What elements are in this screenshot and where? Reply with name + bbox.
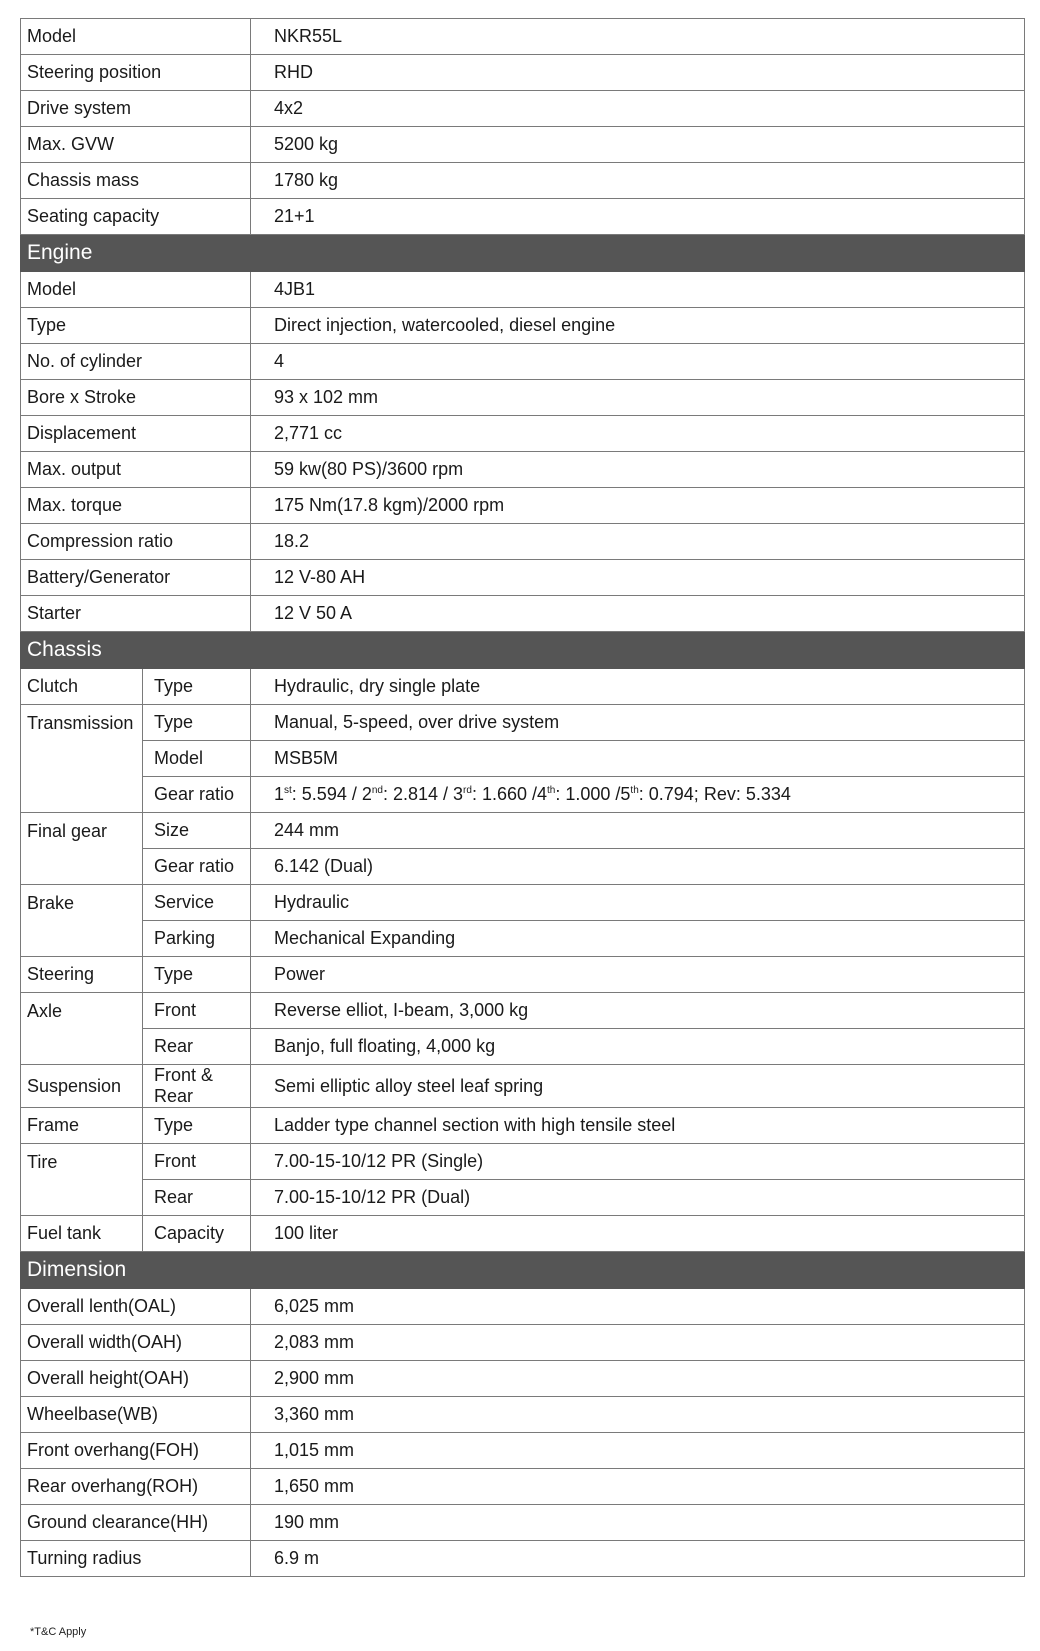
group-label-tire: Tire xyxy=(21,1144,143,1216)
row-value: 12 V 50 A xyxy=(251,596,1025,632)
table-row xyxy=(21,777,1025,813)
row-label: Starter xyxy=(21,596,251,632)
row-value: 7.00-15-10/12 PR (Single) xyxy=(251,1144,1025,1180)
sub-label: Front xyxy=(143,1144,251,1180)
sub-label: Parking xyxy=(143,921,251,957)
section-title: Chassis xyxy=(21,632,1025,669)
footnote: *T&C Apply xyxy=(30,1626,87,1638)
sub-label: Rear xyxy=(143,1029,251,1065)
row-value: 175 Nm(17.8 kgm)/2000 rpm xyxy=(251,488,1025,524)
row-value: Ladder type channel section with high tensile steel xyxy=(251,1108,1025,1144)
table-row xyxy=(21,1505,1025,1541)
row-value: 21+1 xyxy=(251,199,1025,235)
row-value: Hydraulic xyxy=(251,885,1025,921)
table-row xyxy=(21,885,1025,921)
row-value: 7.00-15-10/12 PR (Dual) xyxy=(251,1180,1025,1216)
table-row xyxy=(21,849,1025,885)
row-value: 4JB1 xyxy=(251,272,1025,308)
table-row xyxy=(21,596,1025,632)
table-row xyxy=(21,1325,1025,1361)
sub-label: Capacity xyxy=(143,1216,251,1252)
table-row xyxy=(21,560,1025,596)
row-value: MSB5M xyxy=(251,741,1025,777)
table-row xyxy=(21,163,1025,199)
gear-ratio-value xyxy=(251,777,1025,813)
table-row xyxy=(21,741,1025,777)
row-value: 1780 kg xyxy=(251,163,1025,199)
row-label: Wheelbase(WB) xyxy=(21,1397,251,1433)
group-label-final-gear: Final gear xyxy=(21,813,143,885)
table-row xyxy=(21,272,1025,308)
gear-text: : 2.814 / 3 xyxy=(382,784,464,804)
table-row xyxy=(21,1397,1025,1433)
section-header-chassis xyxy=(21,632,1025,669)
ordinal-suffix: th xyxy=(630,785,639,796)
row-label: Drive system xyxy=(21,91,251,127)
row-value: RHD xyxy=(251,55,1025,91)
row-label: Overall lenth(OAL) xyxy=(21,1289,251,1325)
sub-label: Rear xyxy=(143,1180,251,1216)
table-row xyxy=(21,416,1025,452)
row-label: Rear overhang(ROH) xyxy=(21,1469,251,1505)
section-title: Dimension xyxy=(21,1252,1025,1289)
table-row xyxy=(21,813,1025,849)
row-label: Turning radius xyxy=(21,1541,251,1577)
table-row xyxy=(21,199,1025,235)
row-label: Model xyxy=(21,19,251,55)
row-value: 3,360 mm xyxy=(251,1397,1025,1433)
table-row xyxy=(21,308,1025,344)
gear-text: : 0.794; Rev: 5.334 xyxy=(638,784,791,804)
row-label: Battery/Generator xyxy=(21,560,251,596)
row-label: Ground clearance(HH) xyxy=(21,1505,251,1541)
group-label-frame: Frame xyxy=(21,1108,143,1144)
row-value: 12 V-80 AH xyxy=(251,560,1025,596)
row-label: Overall height(OAH) xyxy=(21,1361,251,1397)
group-label-clutch: Clutch xyxy=(21,669,143,705)
table-row xyxy=(21,1216,1025,1252)
row-label: Displacement xyxy=(21,416,251,452)
ordinal-suffix: th xyxy=(547,785,556,796)
table-row xyxy=(21,1029,1025,1065)
gear-text: : 1.660 /4 xyxy=(471,784,548,804)
sub-label: Front & Rear xyxy=(143,1065,251,1108)
sub-label: Type xyxy=(143,705,251,741)
table-row xyxy=(21,452,1025,488)
table-row xyxy=(21,488,1025,524)
table-row xyxy=(21,1108,1025,1144)
sub-label: Type xyxy=(143,957,251,993)
row-label: Max. GVW xyxy=(21,127,251,163)
row-value: 1,015 mm xyxy=(251,1433,1025,1469)
table-row xyxy=(21,91,1025,127)
row-value: Direct injection, watercooled, diesel engine xyxy=(251,308,1025,344)
row-label: Overall width(OAH) xyxy=(21,1325,251,1361)
row-label: Model xyxy=(21,272,251,308)
row-value: 2,771 cc xyxy=(251,416,1025,452)
sub-label: Type xyxy=(143,1108,251,1144)
ordinal-suffix: rd xyxy=(463,785,472,796)
ordinal-suffix: nd xyxy=(371,785,383,796)
sub-label: Gear ratio xyxy=(143,777,251,813)
table-row xyxy=(21,669,1025,705)
row-value: 59 kw(80 PS)/3600 rpm xyxy=(251,452,1025,488)
table-row xyxy=(21,1361,1025,1397)
sub-label: Service xyxy=(143,885,251,921)
sub-label: Type xyxy=(143,669,251,705)
row-value: NKR55L xyxy=(251,19,1025,55)
row-label: Steering position xyxy=(21,55,251,91)
sub-label: Front xyxy=(143,993,251,1029)
row-label: Bore x Stroke xyxy=(21,380,251,416)
row-value: 2,083 mm xyxy=(251,1325,1025,1361)
table-row xyxy=(21,127,1025,163)
group-label-axle: Axle xyxy=(21,993,143,1065)
gear-text: : 1.000 /5 xyxy=(555,784,631,804)
table-row xyxy=(21,1065,1025,1108)
row-value: 1,650 mm xyxy=(251,1469,1025,1505)
table-row xyxy=(21,55,1025,91)
gear-text: 1 xyxy=(274,784,285,804)
row-value: 100 liter xyxy=(251,1216,1025,1252)
row-label: No. of cylinder xyxy=(21,344,251,380)
gear-text: : 5.594 / 2 xyxy=(291,784,372,804)
section-header-engine xyxy=(21,235,1025,272)
row-label: Compression ratio xyxy=(21,524,251,560)
group-label-steering: Steering xyxy=(21,957,143,993)
table-row xyxy=(21,380,1025,416)
row-label: Seating capacity xyxy=(21,199,251,235)
row-value: Banjo, full floating, 4,000 kg xyxy=(251,1029,1025,1065)
ordinal-suffix: st xyxy=(284,785,292,796)
table-row xyxy=(21,921,1025,957)
row-value: Reverse elliot, I-beam, 3,000 kg xyxy=(251,993,1025,1029)
row-value: Hydraulic, dry single plate xyxy=(251,669,1025,705)
section-title: Engine xyxy=(21,235,1025,272)
table-row xyxy=(21,344,1025,380)
table-row xyxy=(21,957,1025,993)
group-label-transmission: Transmission xyxy=(21,705,143,813)
row-value: Manual, 5-speed, over drive system xyxy=(251,705,1025,741)
row-value: 2,900 mm xyxy=(251,1361,1025,1397)
table-row xyxy=(21,19,1025,55)
group-label-fuel-tank: Fuel tank xyxy=(21,1216,143,1252)
row-value: 18.2 xyxy=(251,524,1025,560)
row-value: 4 xyxy=(251,344,1025,380)
row-value: 93 x 102 mm xyxy=(251,380,1025,416)
table-row xyxy=(21,1469,1025,1505)
table-row xyxy=(21,1289,1025,1325)
row-value: 6,025 mm xyxy=(251,1289,1025,1325)
row-value: 5200 kg xyxy=(251,127,1025,163)
spec-table xyxy=(20,18,1025,1577)
row-label: Chassis mass xyxy=(21,163,251,199)
group-label-suspension: Suspension xyxy=(21,1065,143,1108)
row-label: Max. torque xyxy=(21,488,251,524)
table-row xyxy=(21,993,1025,1029)
row-value: Mechanical Expanding xyxy=(251,921,1025,957)
table-row xyxy=(21,1433,1025,1469)
sub-label: Size xyxy=(143,813,251,849)
table-row xyxy=(21,1144,1025,1180)
row-value: 190 mm xyxy=(251,1505,1025,1541)
row-value: 244 mm xyxy=(251,813,1025,849)
row-value: Power xyxy=(251,957,1025,993)
row-value: 6.9 m xyxy=(251,1541,1025,1577)
table-row xyxy=(21,1541,1025,1577)
row-value: 6.142 (Dual) xyxy=(251,849,1025,885)
row-value: Semi elliptic alloy steel leaf spring xyxy=(251,1065,1025,1108)
section-header-dimension xyxy=(21,1252,1025,1289)
row-label: Type xyxy=(21,308,251,344)
group-label-brake: Brake xyxy=(21,885,143,957)
sub-label: Model xyxy=(143,741,251,777)
table-row xyxy=(21,705,1025,741)
sub-label: Gear ratio xyxy=(143,849,251,885)
row-label: Front overhang(FOH) xyxy=(21,1433,251,1469)
row-label: Max. output xyxy=(21,452,251,488)
table-row xyxy=(21,524,1025,560)
table-row xyxy=(21,1180,1025,1216)
row-value: 4x2 xyxy=(251,91,1025,127)
